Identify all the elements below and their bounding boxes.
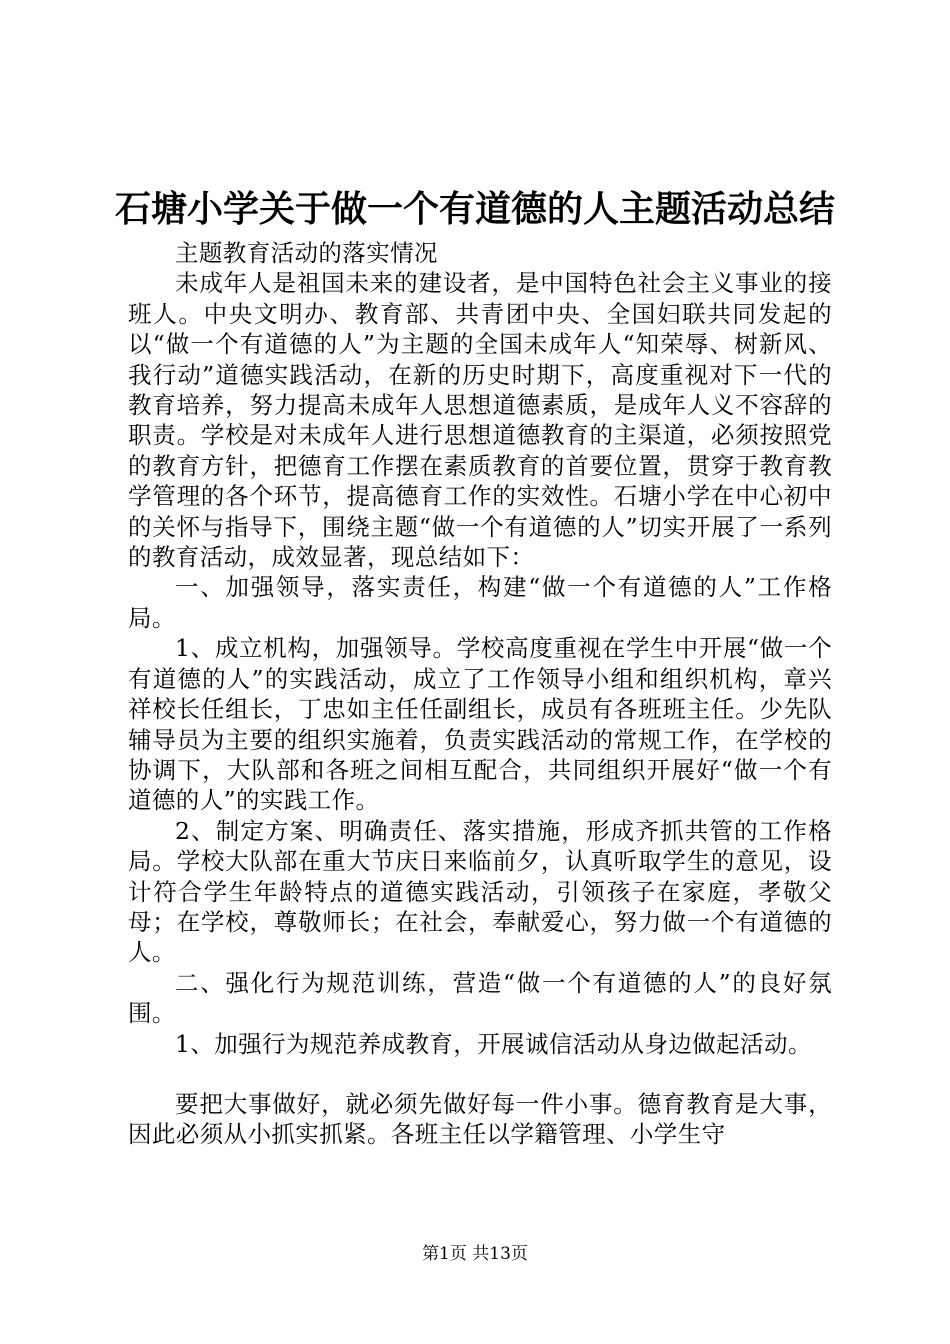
- heading-two: 二、强化行为规范训练，营造“做一个有道德的人”的良好氛围。: [128, 968, 832, 1028]
- heading-one: 一、加强领导，落实责任，构建“做一个有道德的人”工作格局。: [128, 573, 832, 632]
- paragraph-2-1: 1、加强行为规范养成教育，开展诚信活动从身边做起活动。: [175, 1029, 812, 1058]
- page-footer: 第1页 共13页: [422, 1244, 528, 1264]
- intro-paragraph: 未成年人是祖国未来的建设者，是中国特色社会主义事业的接班人。中央文明办、教育部、共青团中央、全国妇联共同发起的以“做一个有道德的人”为主题的全国未成年人“知荣辱、树新风、我行动”道德实践活动，在新的历史时期下，高度重视对下一代的教育培养，努力提高未成年人思想道德素质，是成年人义不容辞的职责。学校是对未成年人进行思想道德教育的主渠道，必须按照党的教育方针，把德育工作摆在素质教育的首要位置，贯穿于教育教学管理的各个环节，提高德育工作的实效性。石塘小学在中心初中的关怀与指导下，围绕主题“做一个有道德的人”切实开展了一系列的教育活动，成效显著，现总结如下：: [128, 269, 832, 572]
- paragraph-1-2: 2、制定方案、明确责任、落实措施，形成齐抓共管的工作格局。学校大队部在重大节庆日来临前夕，认真听取学生的意见，设计符合学生年龄特点的道德实践活动，引领孩子在家庭，孝敬父母；在学校，尊敬师长；在社会，奉献爱心，努力做一个有道德的人。: [128, 816, 832, 967]
- paragraph-2-1-body: 要把大事做好，就必须先做好每一件小事。德育教育是大事，因此必须从小抓实抓紧。各班主任以学籍管理、小学生守: [128, 1089, 832, 1149]
- paragraph-1-1: 1、成立机构，加强领导。学校高度重视在学生中开展“做一个有道德的人”的实践活动，成立了工作领导小组和组织机构，章兴祥校长任组长，丁忠如主任任副组长，成员有各班班主任。少先队辅导员为主要的组织实施着，负责实践活动的常规工作，在学校的协调下，大队部和各班之间相互配合，共同组织开展好“做一个有道德的人”的实践工作。: [128, 634, 832, 815]
- section-subtitle: 主题教育活动的落实情况: [175, 239, 438, 267]
- document-body: [128, 238, 832, 1150]
- document-title: 石塘小学关于做一个有道德的人主题活动总结: [114, 188, 835, 230]
